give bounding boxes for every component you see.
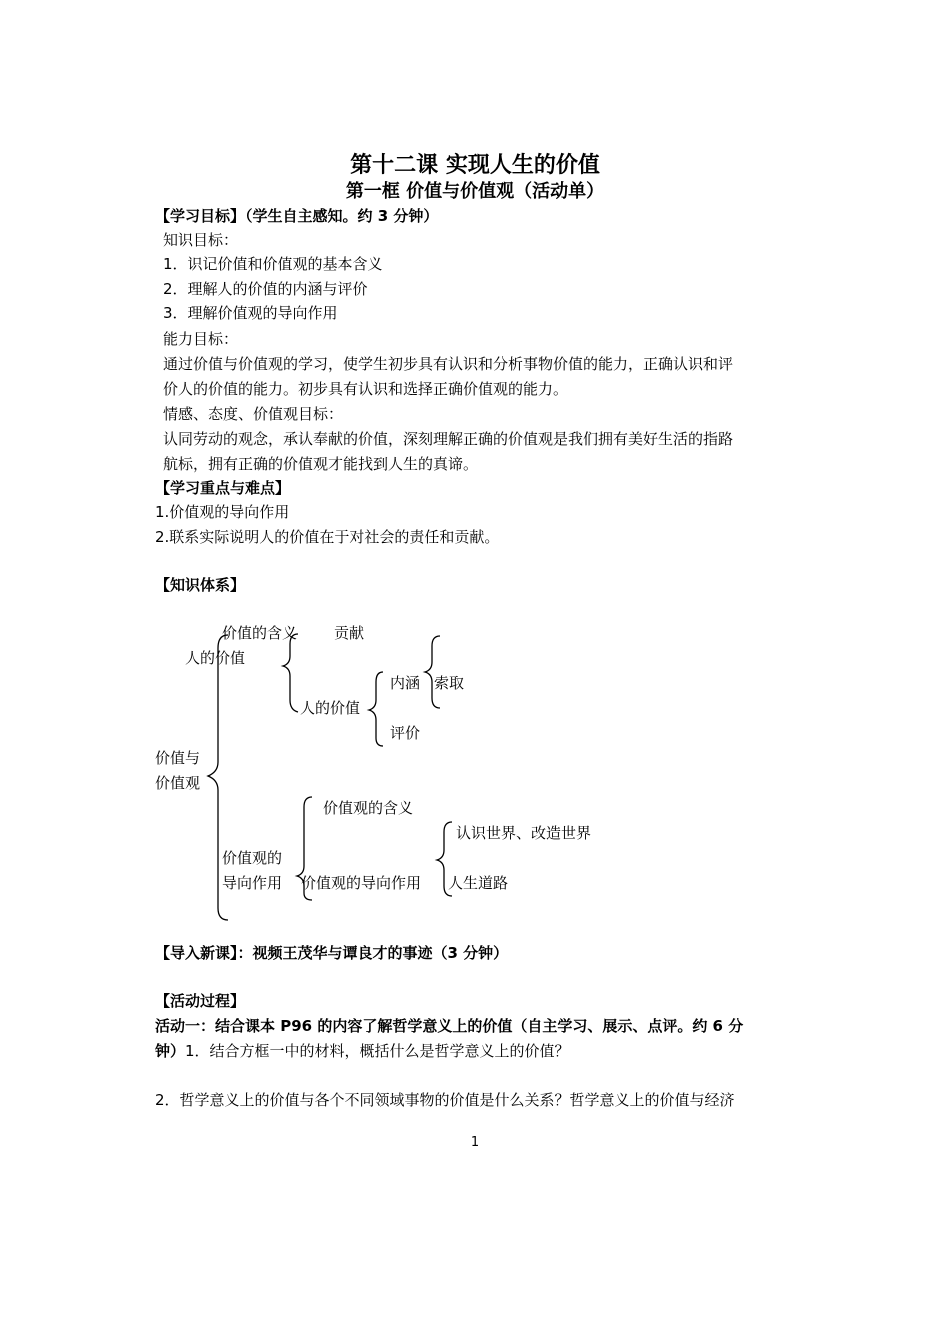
diagram-root-line1: 价值与 [155, 749, 201, 767]
question2: 2．哲学意义上的价值与各个不同领域事物的价值是什么关系？哲学意义上的价值与经济 [155, 1091, 735, 1109]
diagram-values-guide-line2: 导向作用 [222, 874, 283, 892]
key-item: 2.联系实际说明人的价值在于对社会的责任和贡献。 [155, 528, 500, 546]
human-value-brace [283, 634, 298, 712]
diagram-root-line2: 价值观 [155, 774, 201, 792]
process-heading: 【活动过程】 [155, 992, 246, 1010]
human-value-sub-brace [369, 672, 383, 746]
diagram-human-value: 人的价值 [300, 699, 361, 717]
ability-line: 价人的价值的能力。初步具有认识和选择正确价值观的能力。 [163, 380, 569, 398]
emotion-label: 情感、态度、价值观目标： [163, 405, 344, 423]
diagram-values-meaning: 价值观的含义 [323, 799, 414, 817]
diagram-value-meaning: 价值的含义 [222, 624, 298, 642]
knowledge-item: 3．理解价值观的导向作用 [163, 304, 338, 322]
system-heading: 【知识体系】 [155, 576, 246, 594]
activity1-line2 [155, 1040, 570, 1061]
activity1-question1: 1．结合方框一中的材料，概括什么是哲学意义上的价值？ [185, 1042, 570, 1060]
ability-label: 能力目标： [163, 330, 239, 348]
emotion-line: 航标，拥有正确的价值观才能找到人生的真谛。 [163, 455, 479, 473]
emotion-line: 认同劳动的观念，承认奉献的价值，深刻理解正确的价值观是我们拥有美好生活的指路 [163, 430, 734, 448]
page-title: 第十二课 实现人生的价值 [350, 153, 600, 178]
knowledge-item: 1．识记价值和价值观的基本含义 [163, 255, 383, 273]
knowledge-item: 2．理解人的价值的内涵与评价 [163, 280, 368, 298]
diagram-life-road: 人生道路 [448, 874, 509, 892]
ability-line: 通过价值与价值观的学习，使学生初步具有认识和分析事物价值的能力，正确认识和评 [163, 355, 734, 373]
diagram-taking: 索取 [434, 674, 465, 692]
intro-heading: 【导入新课】：视频王茂华与谭良才的事迹（3 分钟） [155, 944, 509, 962]
page-subtitle: 第一框 价值与价值观（活动单） [345, 181, 605, 202]
diagram-values-guide: 价值观的导向作用 [301, 874, 422, 892]
activity1-line2-bold: 钟） [155, 1042, 186, 1060]
objectives-heading: 【学习目标】（学生自主感知。约 3 分钟） [155, 207, 439, 225]
diagram-contribution: 贡献 [334, 624, 365, 642]
diagram-evaluation: 评价 [390, 724, 421, 742]
diagram-connotation: 内涵 [390, 674, 421, 692]
diagram-human-value-left: 人的价值 [185, 649, 246, 667]
diagram-know-world: 认识世界、改造世界 [456, 824, 592, 842]
page-number: 1 [470, 1135, 480, 1150]
key-item: 1.价值观的导向作用 [155, 503, 290, 521]
key-heading: 【学习重点与难点】 [155, 479, 291, 497]
activity1-line1: 活动一：结合课本 P96 的内容了解哲学意义上的价值（自主学习、展示、点评。约 6 分 [155, 1017, 744, 1035]
knowledge-label: 知识目标： [163, 231, 239, 249]
diagram-values-guide-line1: 价值观的 [222, 849, 283, 867]
